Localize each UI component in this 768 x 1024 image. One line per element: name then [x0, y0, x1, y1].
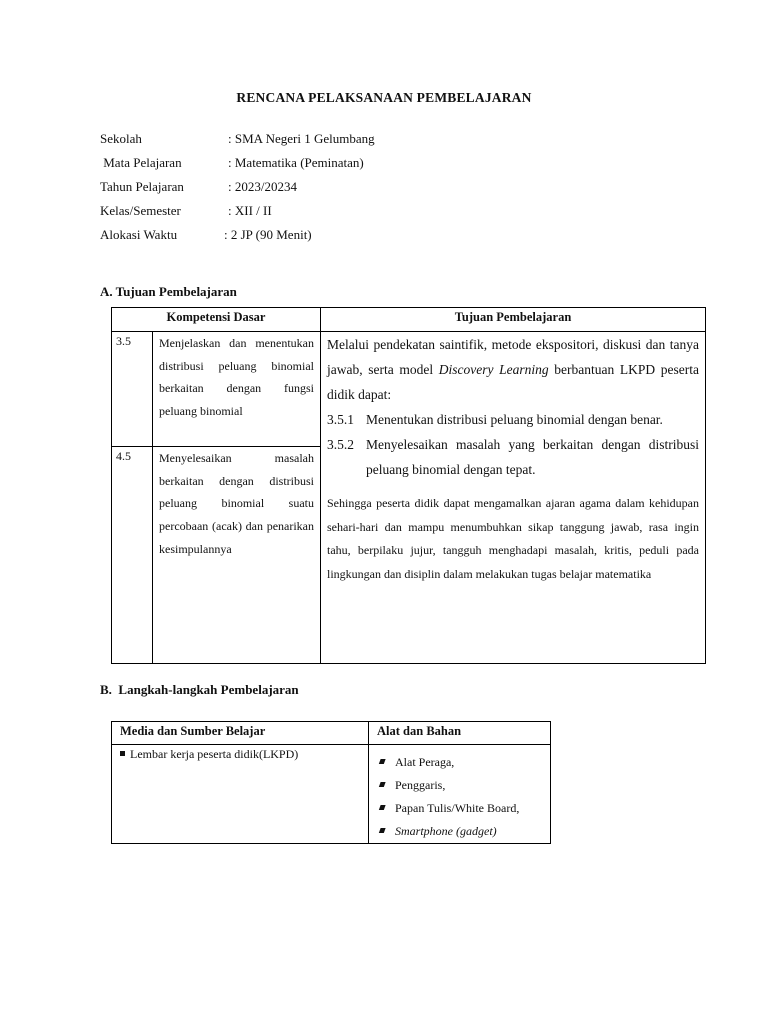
list-item — [120, 747, 360, 762]
tujuan-item-text: Menentukan distribusi peluang binomial dengan benar. — [366, 412, 663, 427]
alat-item-text: Alat Peraga, — [395, 755, 455, 769]
list-item — [327, 407, 699, 432]
tujuan-closing: Sehingga peserta didik dapat mengamalkan ajaran agama dalam kehidupan sehari-hari dan mampu menumbuhkan sikap tanggung jawab, rasa ingin tahu, berpilaku jujur, tangguh menghadapi masalah, kritis, peduli pada lingkungan dan disiplin dalam melakukan tugas belajar matematika — [327, 496, 699, 581]
tujuan-cell — [321, 332, 706, 664]
bullet-icon — [379, 828, 386, 833]
info-value: : 2 JP (90 Menit) — [224, 227, 312, 242]
table-header-row — [112, 308, 706, 332]
tujuan-intro-text: Melalui pendekatan saintifik, metode ekspositori, diskusi dan tanya jawab, serta model — [327, 337, 699, 377]
bullet-icon — [379, 805, 386, 810]
tujuan-pembelajaran-table — [111, 307, 706, 664]
media-cell — [112, 745, 369, 844]
list-item — [377, 820, 542, 843]
section-b-heading-text: B. Langkah-langkah Pembelajaran — [100, 682, 299, 697]
tujuan-list — [327, 407, 699, 482]
media-item-text: Lembar kerja peserta didik(LKPD) — [130, 747, 299, 761]
table-header-row — [112, 722, 551, 745]
column-header-kompetensi-dasar: Kompetensi Dasar — [112, 308, 321, 332]
column-header-media: Media dan Sumber Belajar — [112, 722, 369, 745]
info-label: Tahun Pelajaran — [100, 179, 184, 194]
kd-text: Menjelaskan dan menentukan distribusi peluang binomial berkaitan dengan fungsi peluang binomial — [153, 332, 321, 447]
kd-number: 4.5 — [112, 447, 153, 664]
list-item — [327, 432, 699, 482]
list-item — [377, 797, 542, 820]
tujuan-intro-text-end: berbantuan LKPD peserta didik dapat: — [327, 362, 700, 402]
table-row — [112, 745, 551, 844]
info-label: Sekolah — [100, 131, 142, 146]
info-value: : Matematika (Peminatan) — [228, 155, 364, 170]
tujuan-item-number: 3.5.2 — [327, 437, 354, 452]
alat-cell — [369, 745, 551, 844]
info-label: Alokasi Waktu — [100, 227, 178, 242]
info-value: : SMA Negeri 1 Gelumbang — [228, 131, 375, 146]
alat-item-text: Penggaris, — [395, 778, 446, 792]
section-a-heading: A. Tujuan Pembelajaran — [100, 284, 237, 299]
bullet-icon — [379, 782, 386, 787]
alat-item-text: Smartphone (gadget) — [395, 824, 497, 838]
column-header-tujuan-pembelajaran: Tujuan Pembelajaran — [321, 308, 706, 332]
info-label: Kelas/Semester — [100, 203, 181, 218]
media-alat-table — [111, 721, 551, 844]
tujuan-intro-model: Discovery Learning — [438, 362, 549, 377]
bullet-square-icon — [120, 751, 125, 756]
kd-number: 3.5 — [112, 332, 153, 447]
document-title: RENCANA PELAKSANAAN PEMBELAJARAN — [236, 90, 532, 105]
alat-item-text: Papan Tulis/White Board, — [395, 801, 520, 815]
tujuan-item-text: Menyelesaikan masalah yang berkaitan dengan distribusi peluang binomial dengan tepat. — [366, 437, 699, 477]
info-value: : XII / II — [228, 203, 272, 218]
list-item — [377, 774, 542, 797]
tujuan-intro — [327, 332, 699, 407]
info-value: : 2023/20234 — [228, 179, 297, 194]
kd-text: Menyelesaikan masalah berkaitan dengan distribusi peluang binomial suatu percobaan (acak) dan penarikan kesimpulannya — [153, 447, 321, 664]
tujuan-item-number: 3.5.1 — [327, 412, 354, 427]
list-item — [377, 751, 542, 774]
table-row — [112, 332, 706, 447]
column-header-alat: Alat dan Bahan — [369, 722, 551, 745]
bullet-icon — [379, 759, 386, 764]
info-label: Mata Pelajaran — [100, 155, 182, 170]
section-b-heading — [100, 682, 299, 698]
